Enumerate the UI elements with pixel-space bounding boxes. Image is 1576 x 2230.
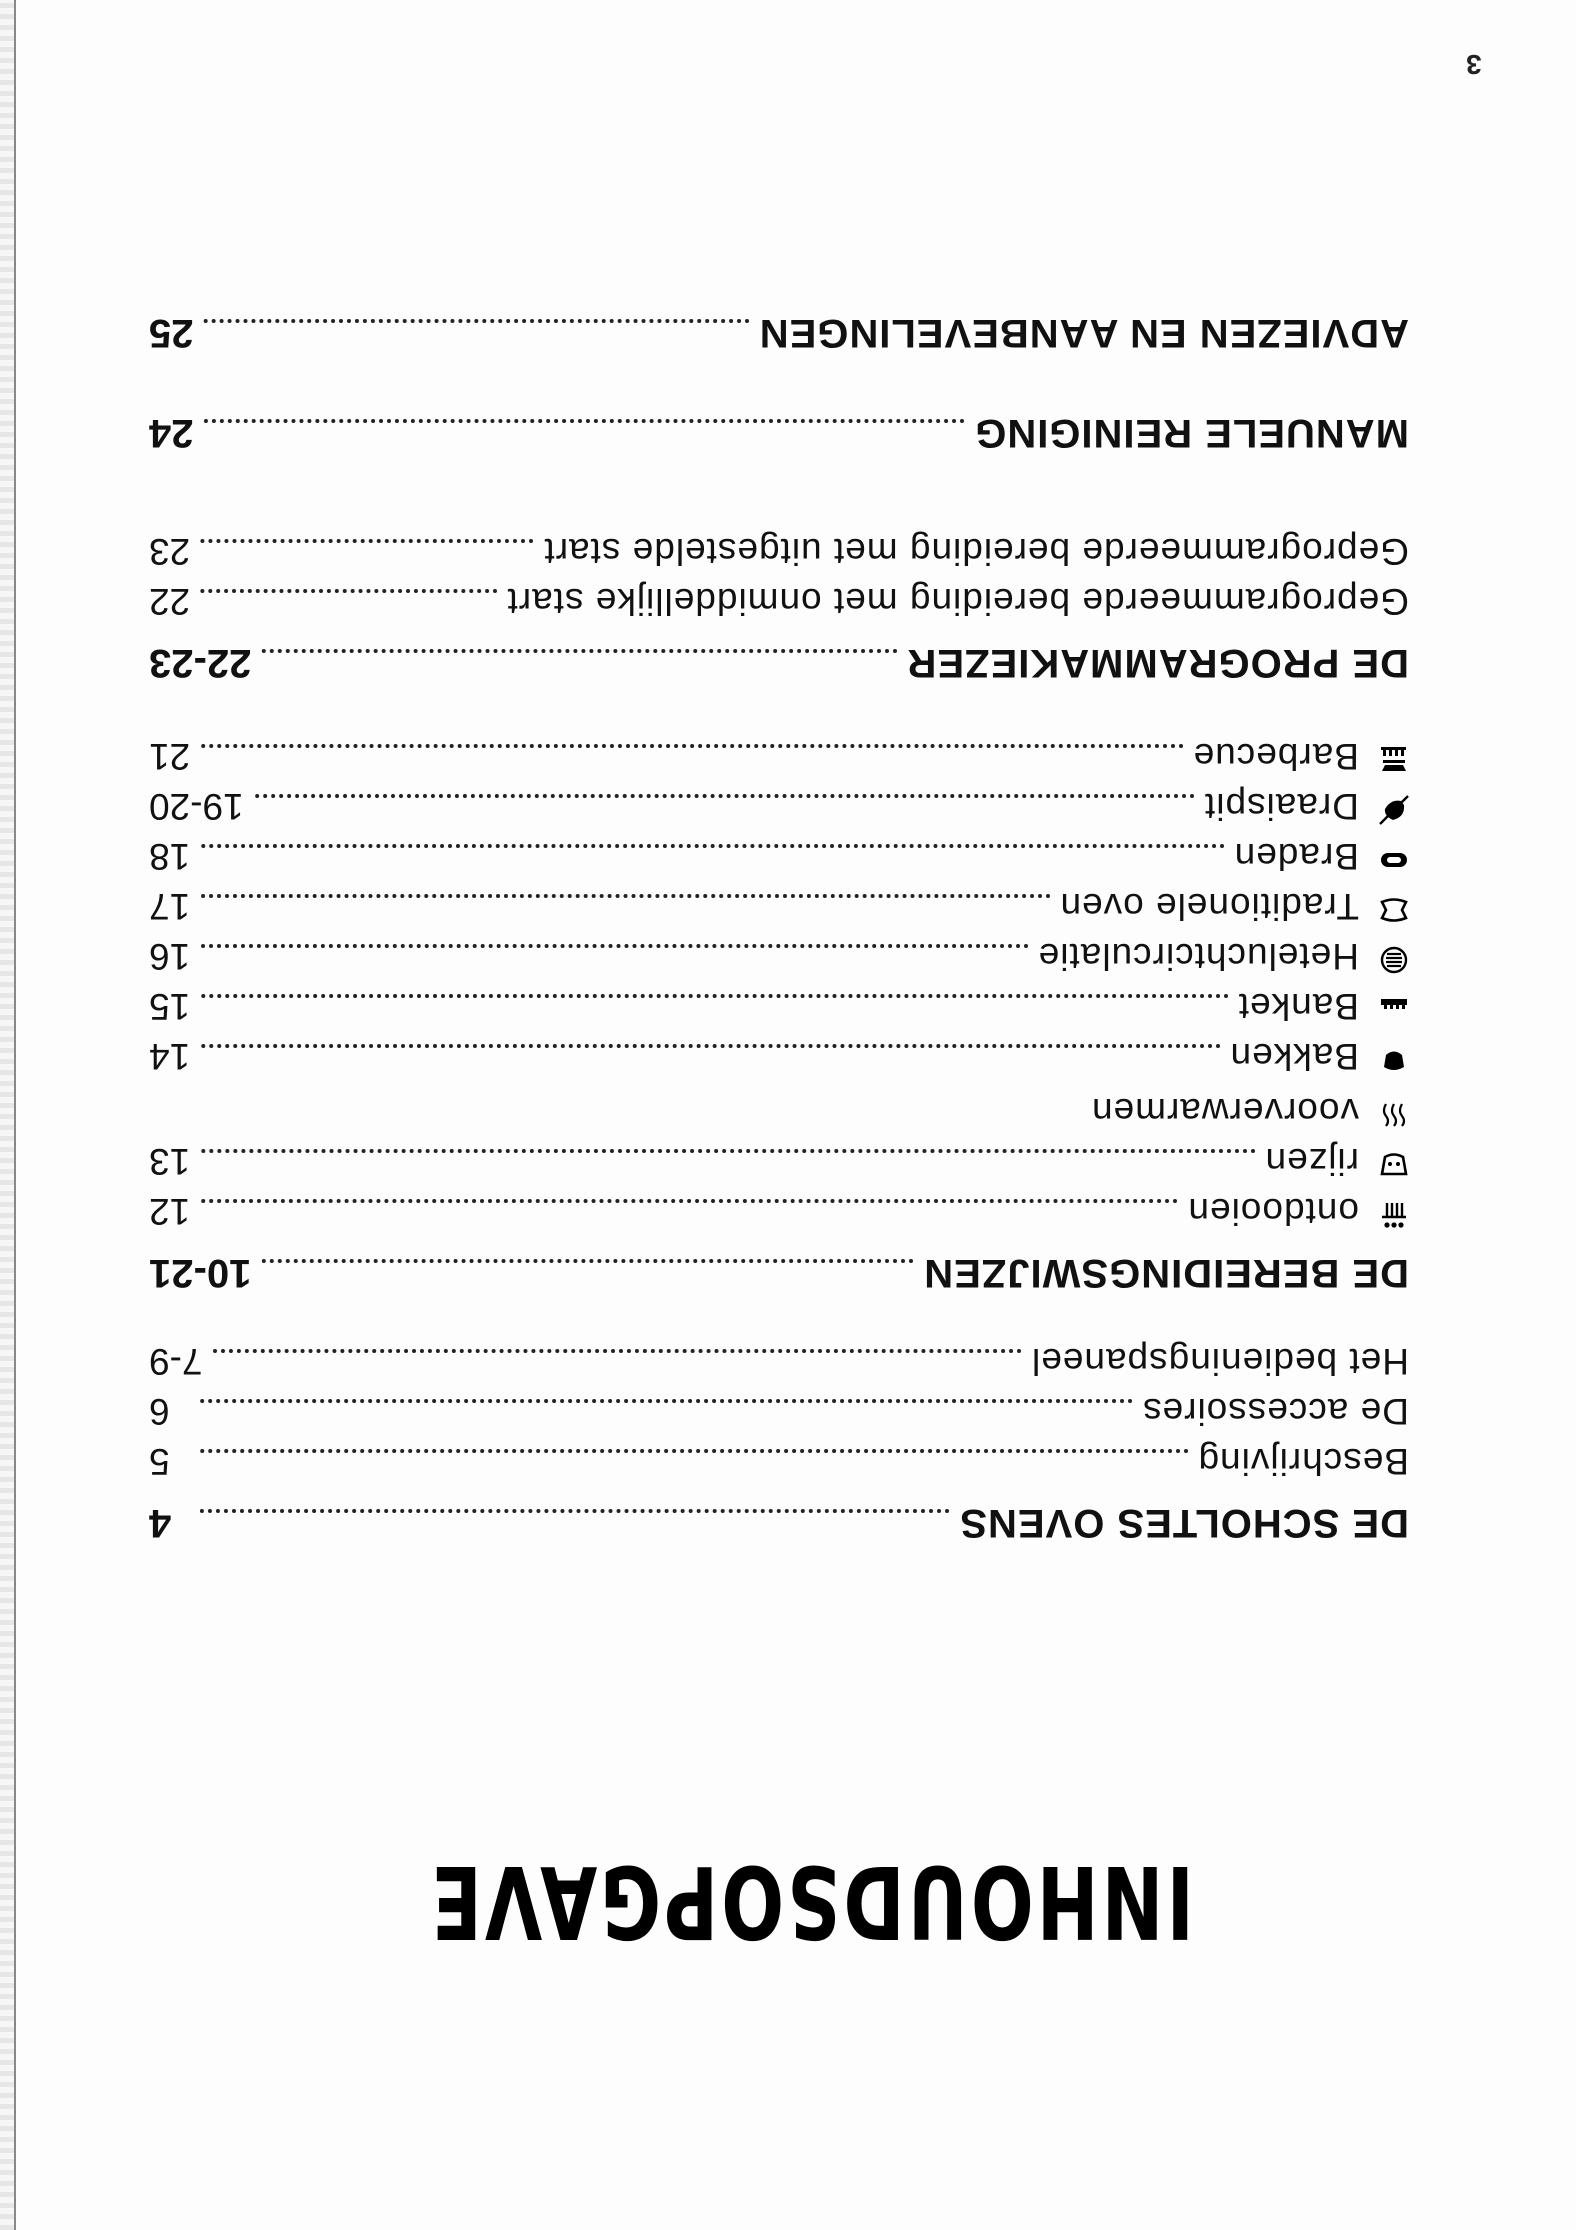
baking-icon [1379,1045,1409,1075]
scan-edge [0,0,16,2230]
dot-leader [200,744,1182,748]
dot-leader [199,1449,1188,1453]
toc-entry-voorverwarmen[interactable]: voorverwarmen [1091,1091,1359,1132]
pastry-icon [1379,995,1409,1025]
toc-entry-traditionele-oven[interactable]: Traditionele oven 17 [149,886,1359,927]
dot-leader [200,844,1224,848]
dot-leader [212,1349,1021,1353]
toc-entry-heteluchtcirculatie[interactable]: Heteluchtcirculatie 16 [149,936,1359,977]
dot-leader [200,944,1028,948]
dot-leader [261,649,896,653]
preheat-icon [1379,1100,1409,1130]
dot-leader [199,1399,1132,1403]
dot-leader [200,894,1049,898]
roasting-icon [1379,845,1409,875]
rotisserie-icon [1379,795,1409,825]
defrost-icon [1379,1200,1409,1230]
toc-entry-programmakiezer[interactable]: DE PROGRAMMAKIEZER 22-23 [149,641,1409,685]
dot-leader [254,794,1194,798]
conventional-oven-icon [1379,895,1409,925]
dot-leader [261,1259,913,1263]
toc-entry-banket[interactable]: Banket 15 [149,986,1359,1027]
dot-leader [204,319,749,323]
toc-entry-beschrijving[interactable]: Beschrijving 5 [149,1441,1409,1482]
dot-leader [200,1044,1219,1048]
dot-leader [200,539,533,543]
proving-icon [1379,1150,1409,1180]
dot-leader [204,419,965,423]
toc-entry-bakken[interactable]: Bakken 14 [149,1036,1359,1077]
toc-entry-bereidingswijzen[interactable]: DE BEREIDINGSWIJZEN 10-21 [149,1251,1409,1295]
page-title: INHOUDSOPGAVE [428,1843,1194,1960]
toc-entry-bedieningspaneel[interactable]: Het bedieningspaneel 7-9 [149,1341,1409,1382]
toc-entry-scholtes-ovens[interactable]: DE SCHOLTES OVENS 4 [149,1501,1409,1545]
dot-leader [200,994,1228,998]
toc-entry-manuele-reiniging[interactable]: MANUELE REINIGING 24 [149,411,1409,455]
toc-entry-ontdooien[interactable]: ontdooien 12 [149,1191,1359,1232]
grill-icon [1379,745,1409,775]
dot-leader [199,1509,949,1513]
fan-icon [1379,945,1409,975]
toc-entry-barbecue[interactable]: Barbecue 21 [149,736,1359,777]
toc-entry-braden[interactable]: Braden 18 [149,836,1359,877]
toc-entry-onmiddellijke-start[interactable]: Geprogrammeerde bereiding met onmiddellijke start 22 [149,581,1409,622]
toc-entry-uitgestelde-start[interactable]: Geprogrammeerde bereiding met uitgestelde start 23 [149,531,1409,572]
dot-leader [200,1199,1177,1203]
dot-leader [200,589,496,593]
page-number: 3 [1466,49,1482,80]
toc-entry-rijzen[interactable]: rijzen 13 [149,1141,1359,1182]
toc-entry-draaispit[interactable]: Draaispit 19-20 [149,786,1359,827]
toc-entry-accessoires[interactable]: De accessoires 6 [149,1391,1409,1432]
dot-leader [200,1149,1254,1153]
toc-entry-adviezen[interactable]: ADVIEZEN EN AANBEVELINGEN 25 [149,311,1409,355]
